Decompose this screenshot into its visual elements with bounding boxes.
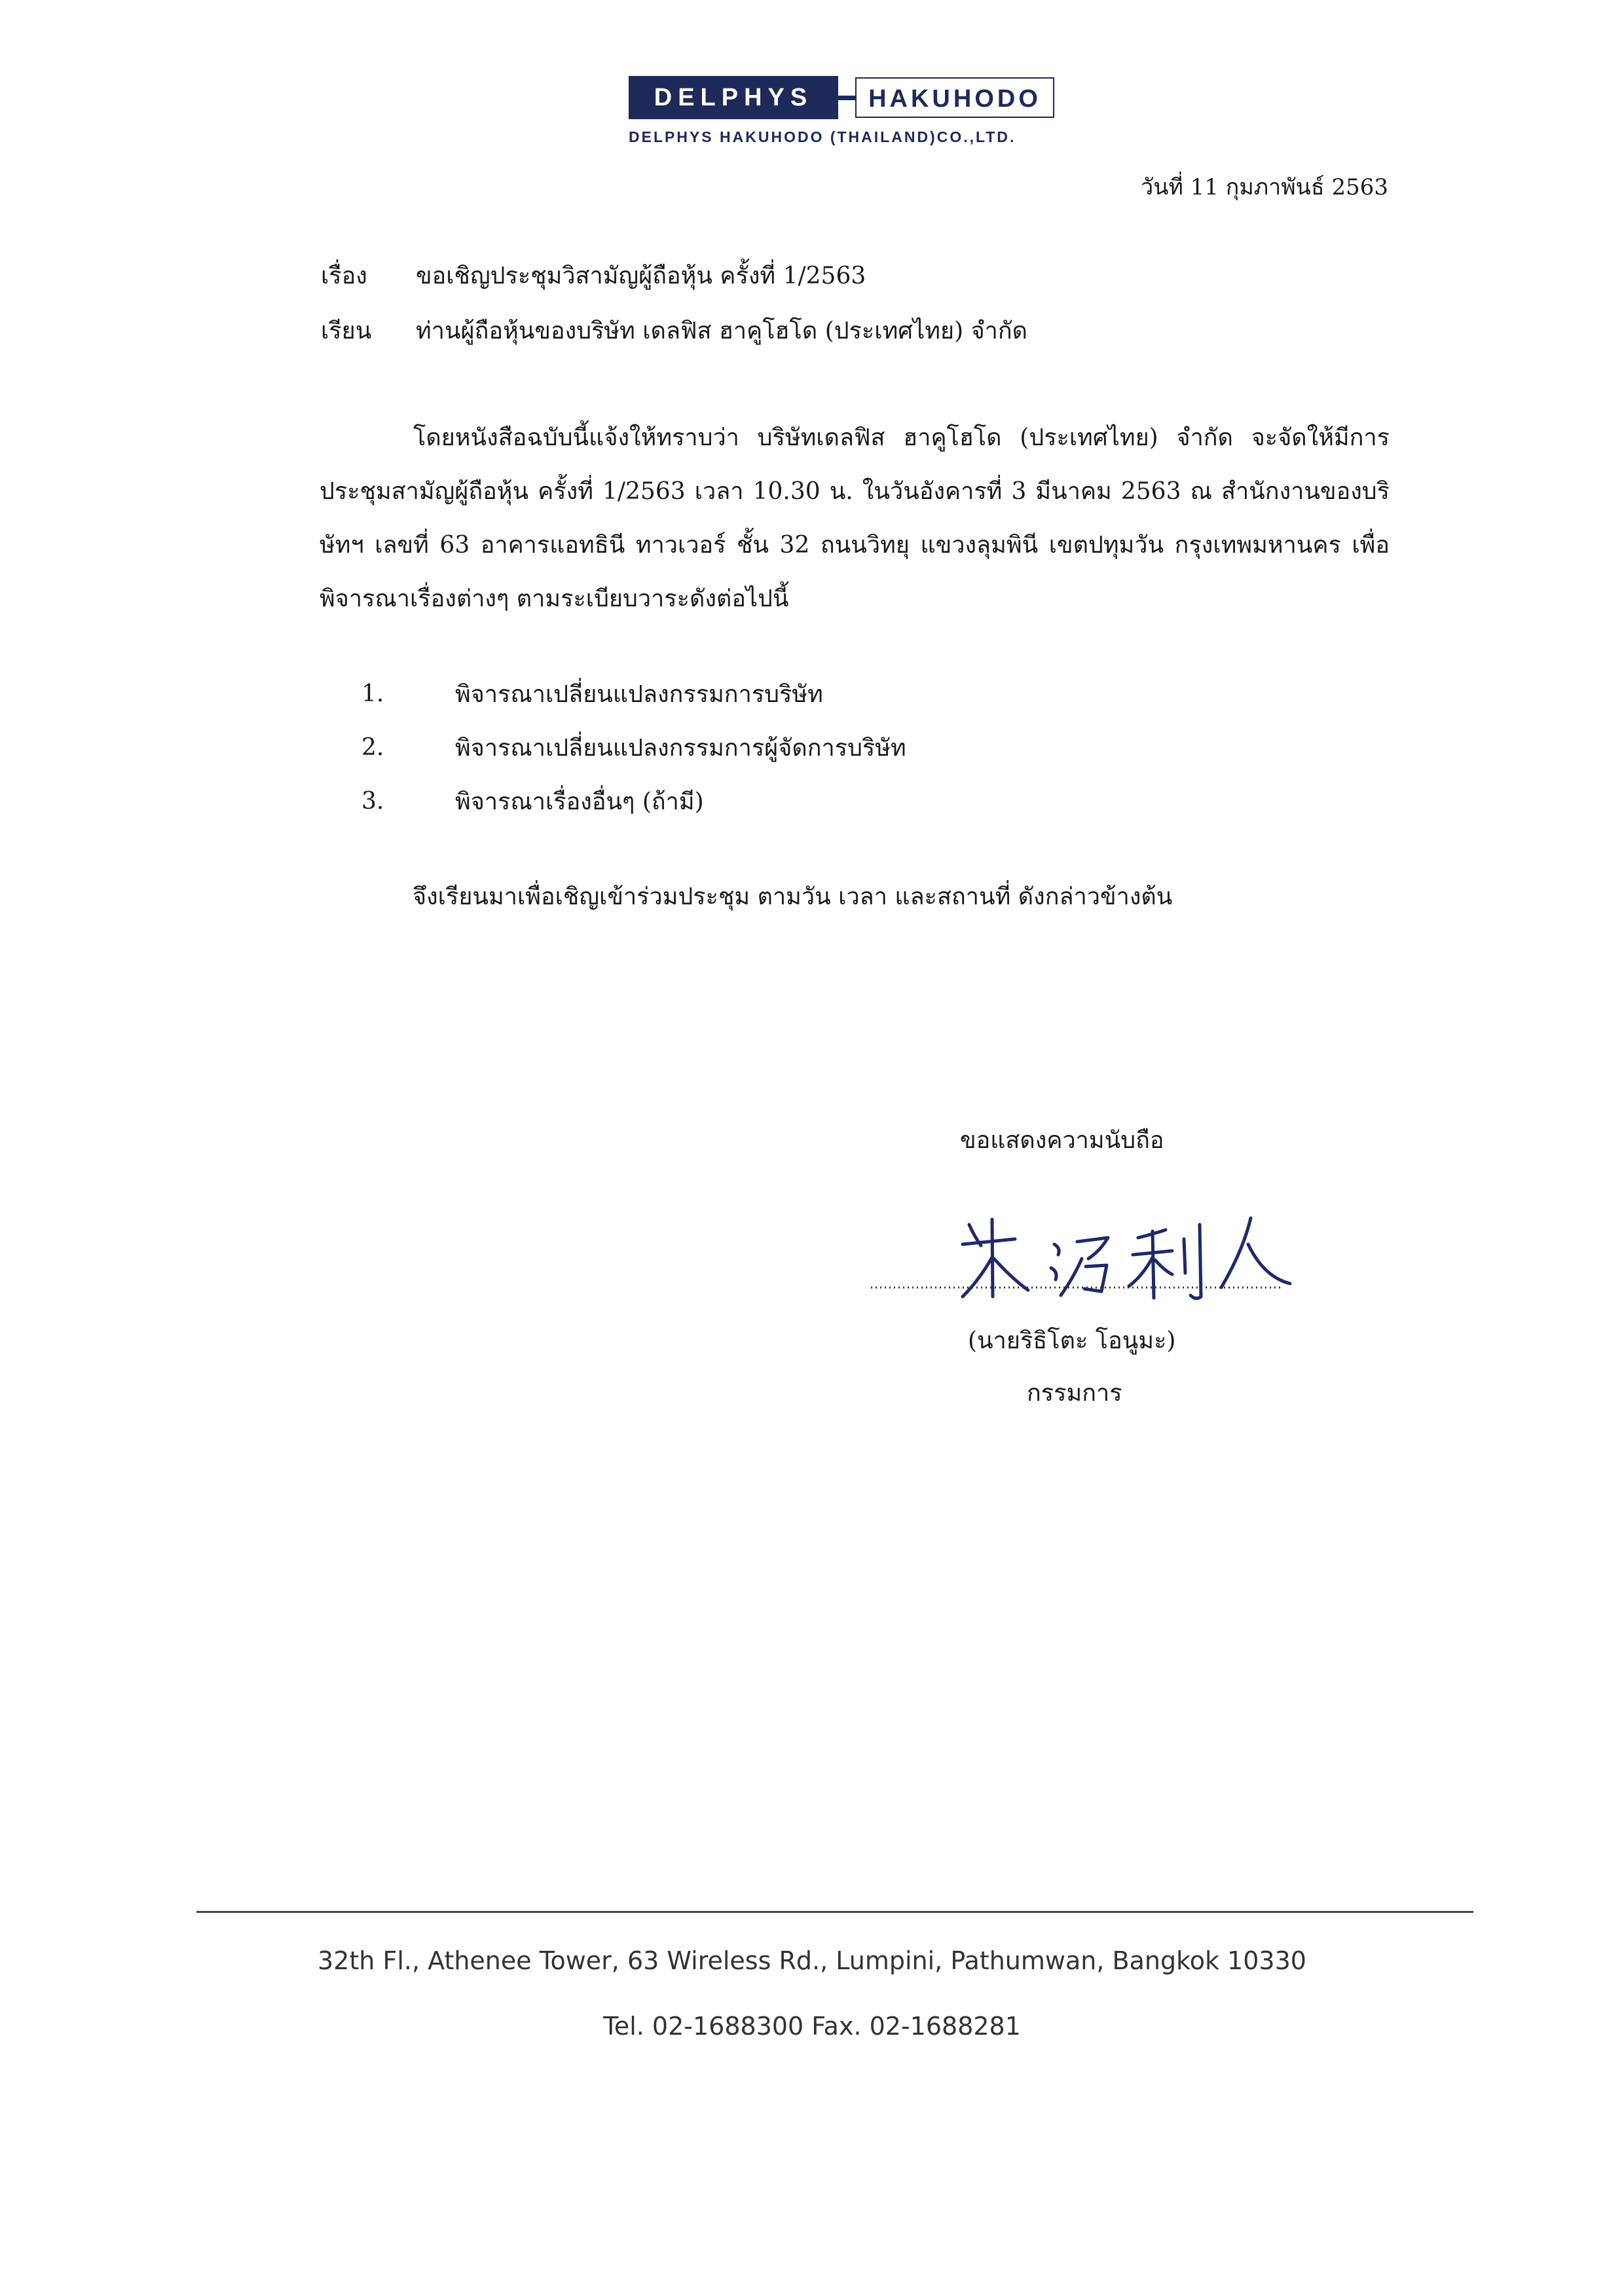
- signer-name: (นายริธิโตะ โอนูมะ): [968, 1327, 1176, 1354]
- agenda-text: พิจารณาเรื่องอื่นๆ (ถ้ามี): [455, 788, 704, 815]
- list-item: [361, 774, 906, 828]
- regards-text: ขอแสดงความนับถือ: [960, 1127, 1164, 1154]
- agenda-number: 3.: [361, 787, 384, 815]
- subject-label: เรื่อง: [321, 263, 367, 289]
- recipient-label: เรียน: [321, 318, 372, 344]
- letter-date: วันที่ 11 กุมภาพันธ์ 2563: [1141, 174, 1388, 200]
- agenda-number: 2.: [361, 733, 384, 761]
- subject-row: [321, 257, 866, 294]
- logo-bar: [629, 76, 1054, 119]
- recipient-text: ท่านผู้ถือหุ้นของบริษัท เดลฟิส ฮาคูโฮโด (ประเทศไทย) จำกัด: [416, 318, 1028, 344]
- footer-divider: [196, 1911, 1473, 1913]
- logo-subtitle: DELPHYS HAKUHODO (THAILAND)CO.,LTD.: [629, 128, 1016, 145]
- agenda-list: [361, 667, 906, 828]
- footer-contact: Tel. 02-1688300 Fax. 02-1688281: [603, 2012, 1021, 2041]
- body-paragraph: โดยหนังสือฉบับนี้แจ้งให้ทราบว่า บริษัทเดลฟิส ฮาคูโฮโด (ประเทศไทย) จำกัด จะจัดให้มีการประชุมสามัญผู้ถือหุ้น ครั้งที่ 1/2563 เวลา 10.30 น. ในวันอังคารที่ 3 มีนาคม 2563 ณ สำนักงานของบริษัทฯ เลขที่ 63 อาคารแอทธินี ทาวเวอร์ ชั้น 32 ถนนวิทยุ แขวงลุมพินี เขตปทุมวัน กรุงเทพมหานคร เพื่อพิจารณาเรื่องต่างๆ ตามระเบียบวาระดังต่อไปนี้: [320, 424, 1390, 612]
- closing-sentence: จึงเรียนมาเพื่อเชิญเข้าร่วมประชุม ตามวัน เวลา และสถานที่ ดังกล่าวข้างต้น: [413, 883, 1173, 910]
- company-logo: [629, 76, 1054, 146]
- recipient-row: [321, 312, 1027, 349]
- handwritten-signature: [864, 1205, 1297, 1310]
- agenda-text: พิจารณาเปลี่ยนแปลงกรรมการผู้จัดการบริษัท: [455, 734, 906, 762]
- signer-title: กรรมการ: [1027, 1380, 1122, 1407]
- footer-address: 32th Fl., Athenee Tower, 63 Wireless Rd., Lumpini, Pathumwan, Bangkok 10330: [318, 1946, 1306, 1975]
- agenda-number: 1.: [361, 680, 384, 707]
- subject-text: ขอเชิญประชุมวิสามัญผู้ถือหุ้น ครั้งที่ 1/2563: [416, 263, 866, 289]
- logo-left-text: DELPHYS: [629, 76, 838, 119]
- list-item: [361, 720, 906, 774]
- agenda-text: พิจารณาเปลี่ยนแปลงกรรมการบริษัท: [455, 680, 823, 708]
- logo-right-text: HAKUHODO: [855, 77, 1054, 118]
- logo-dash: [838, 76, 855, 119]
- list-item: [361, 667, 906, 720]
